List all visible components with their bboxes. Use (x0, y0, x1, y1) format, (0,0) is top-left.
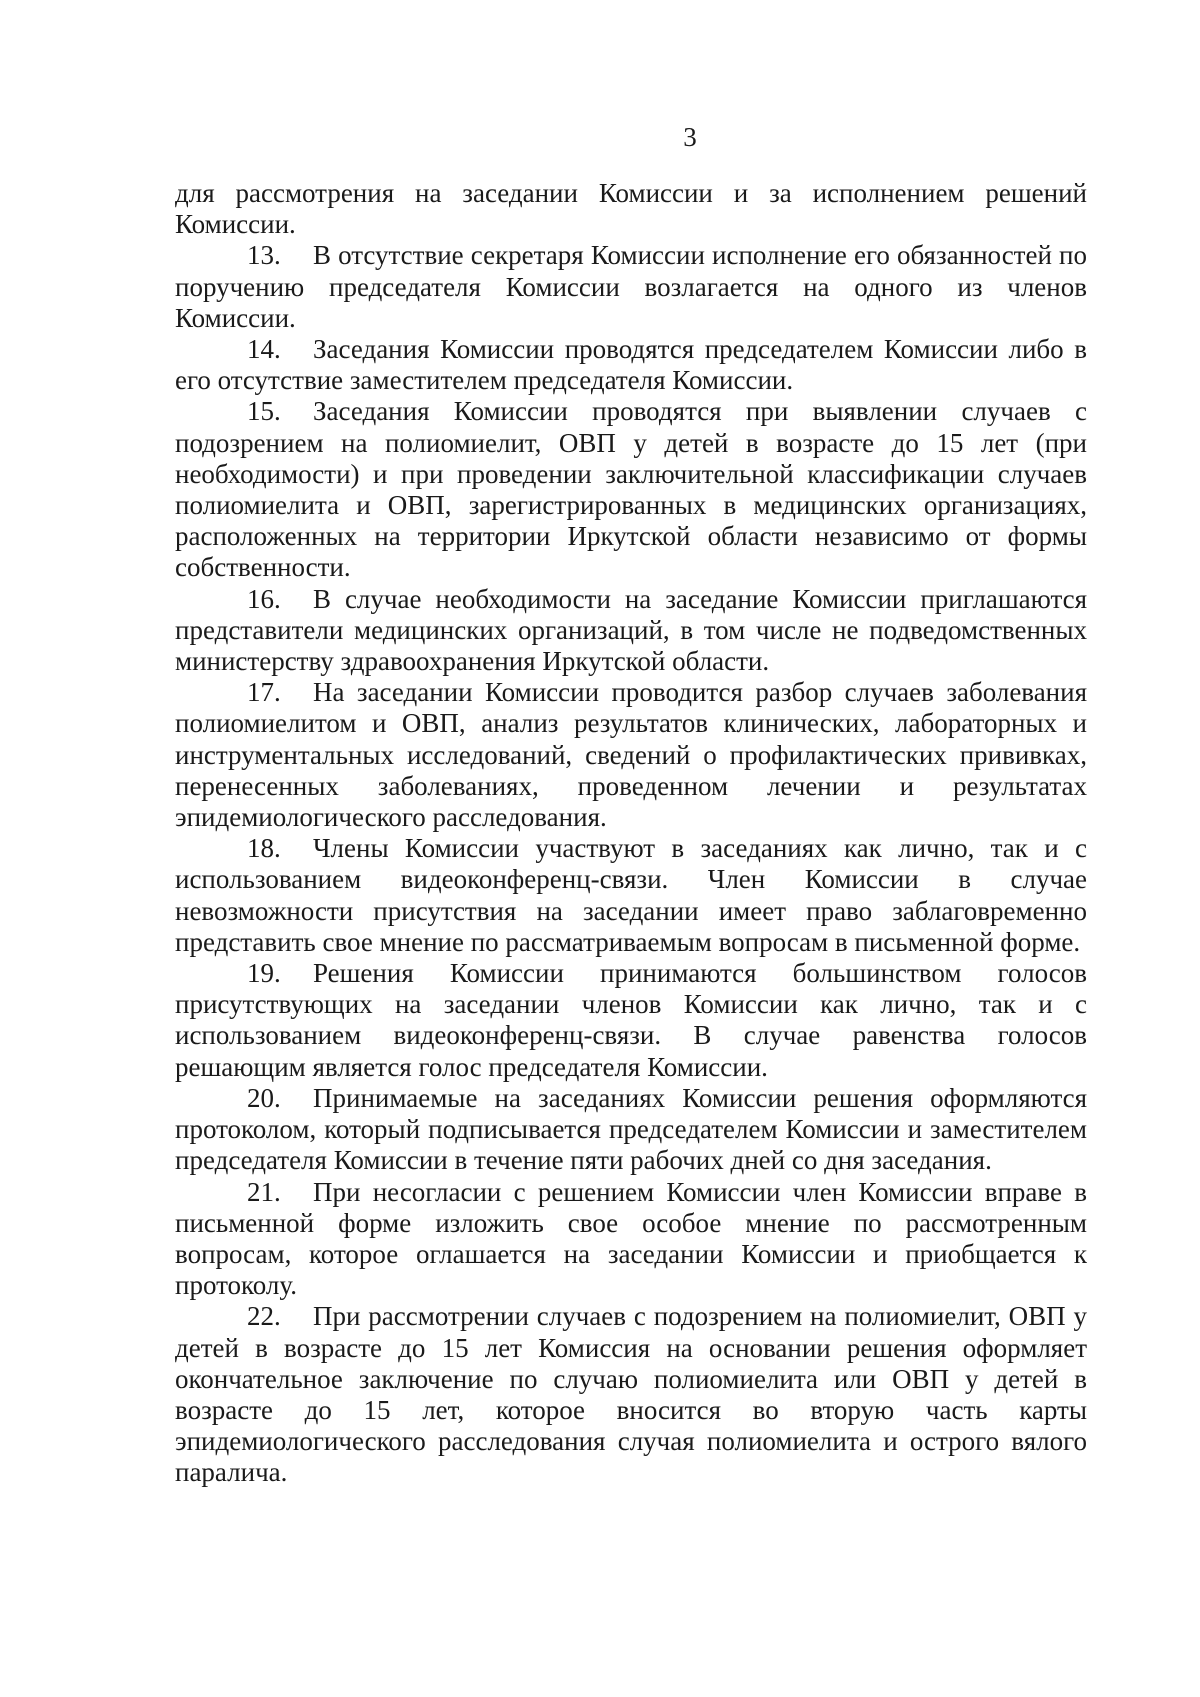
continuation-paragraph: для рассмотрения на заседании Комиссии и за исполнением решений Комиссии. (175, 178, 1087, 240)
paragraph-16 (175, 584, 1087, 678)
paragraph-20 (175, 1083, 1087, 1177)
paragraph-19 (175, 958, 1087, 1083)
paragraph-number: 13. (247, 240, 281, 271)
paragraph-text: Решения Комиссии принимаются большинством голосов присутствующих на заседании членов Комиссии как лично, так и с использованием видеоконференц-связи. В случае равенства голосов решающим является голос председателя Комиссии. (175, 958, 1087, 1082)
paragraph-number: 14. (247, 334, 281, 365)
paragraph-text: При несогласии с решением Комиссии член Комиссии вправе в письменной форме изложить свое особое мнение по рассмотренным вопросам, которое оглашается на заседании Комиссии и приобщается к протоколу. (175, 1176, 1087, 1301)
paragraph-text: Заседания Комиссии проводятся при выявлении случаев с подозрением на полиомиелит, ОВП у детей в возрасте до 15 лет (при необходимости) и при проведении заключительной классификации случаев полиомиелита и ОВП, зарегистрированных в медицинских организациях, расположенных на территории Иркутской области независимо от формы собственности. (175, 396, 1087, 583)
paragraph-21 (175, 1177, 1087, 1302)
paragraph-13 (175, 240, 1087, 334)
paragraph-text: Члены Комиссии участвуют в заседаниях как лично, так и с использованием видеоконференц-связи. Член Комиссии в случае невозможности присутствия на заседании имеет право заблаговременно представить свое мнение по рассматриваемым вопросам в письменной форме. (175, 833, 1087, 957)
paragraph-number: 15. (247, 396, 281, 427)
paragraph-text: При рассмотрении случаев с подозрением на полиомиелит, ОВП у детей в возрасте до 15 лет Комиссия на основании решения оформляет окончательное заключение по случаю полиомиелита или ОВП у детей в возрасте до 15 лет, которое вносится во вторую часть карты эпидемиологического расследования случая полиомиелита и острого вялого паралича. (175, 1301, 1087, 1488)
paragraph-22 (175, 1301, 1087, 1488)
paragraph-text: В случае необходимости на заседание Комиссии приглашаются представители медицинских организаций, в том числе не подведомственных министерству здравоохранения Иркутской области. (175, 583, 1087, 677)
paragraph-number: 16. (247, 583, 281, 614)
page-number: 3 (683, 122, 697, 152)
paragraph-17 (175, 677, 1087, 833)
paragraph-number: 19. (247, 958, 281, 989)
paragraph-text: На заседании Комиссии проводится разбор случаев заболевания полиомиелитом и ОВП, анализ результатов клинических, лабораторных и инструментальных исследований, сведений о профилактических прививках, перенесенных заболеваниях, проведенном лечении и результатах эпидемиологического расследования. (175, 677, 1087, 833)
paragraph-14 (175, 334, 1087, 396)
paragraph-text: В отсутствие секретаря Комиссии исполнение его обязанностей по поручению председателя Комиссии возлагается на одного из членов Комиссии. (175, 240, 1087, 333)
paragraph-text: Принимаемые на заседаниях Комиссии решения оформляются протоколом, который подписывается председателем Комиссии и заместителем председателя Комиссии в течение пяти рабочих дней со дня заседания. (175, 1082, 1087, 1176)
paragraph-15 (175, 396, 1087, 583)
paragraph-number: 22. (247, 1301, 281, 1332)
paragraph-number: 21. (247, 1176, 281, 1207)
document-body (175, 178, 1087, 1489)
paragraph-18 (175, 833, 1087, 958)
paragraph-text: Заседания Комиссии проводятся председателем Комиссии либо в его отсутствие заместителем председателя Комиссии. (175, 334, 1087, 396)
paragraph-number: 20. (247, 1082, 281, 1113)
paragraph-number: 17. (247, 677, 281, 708)
paragraph-number: 18. (247, 833, 281, 864)
